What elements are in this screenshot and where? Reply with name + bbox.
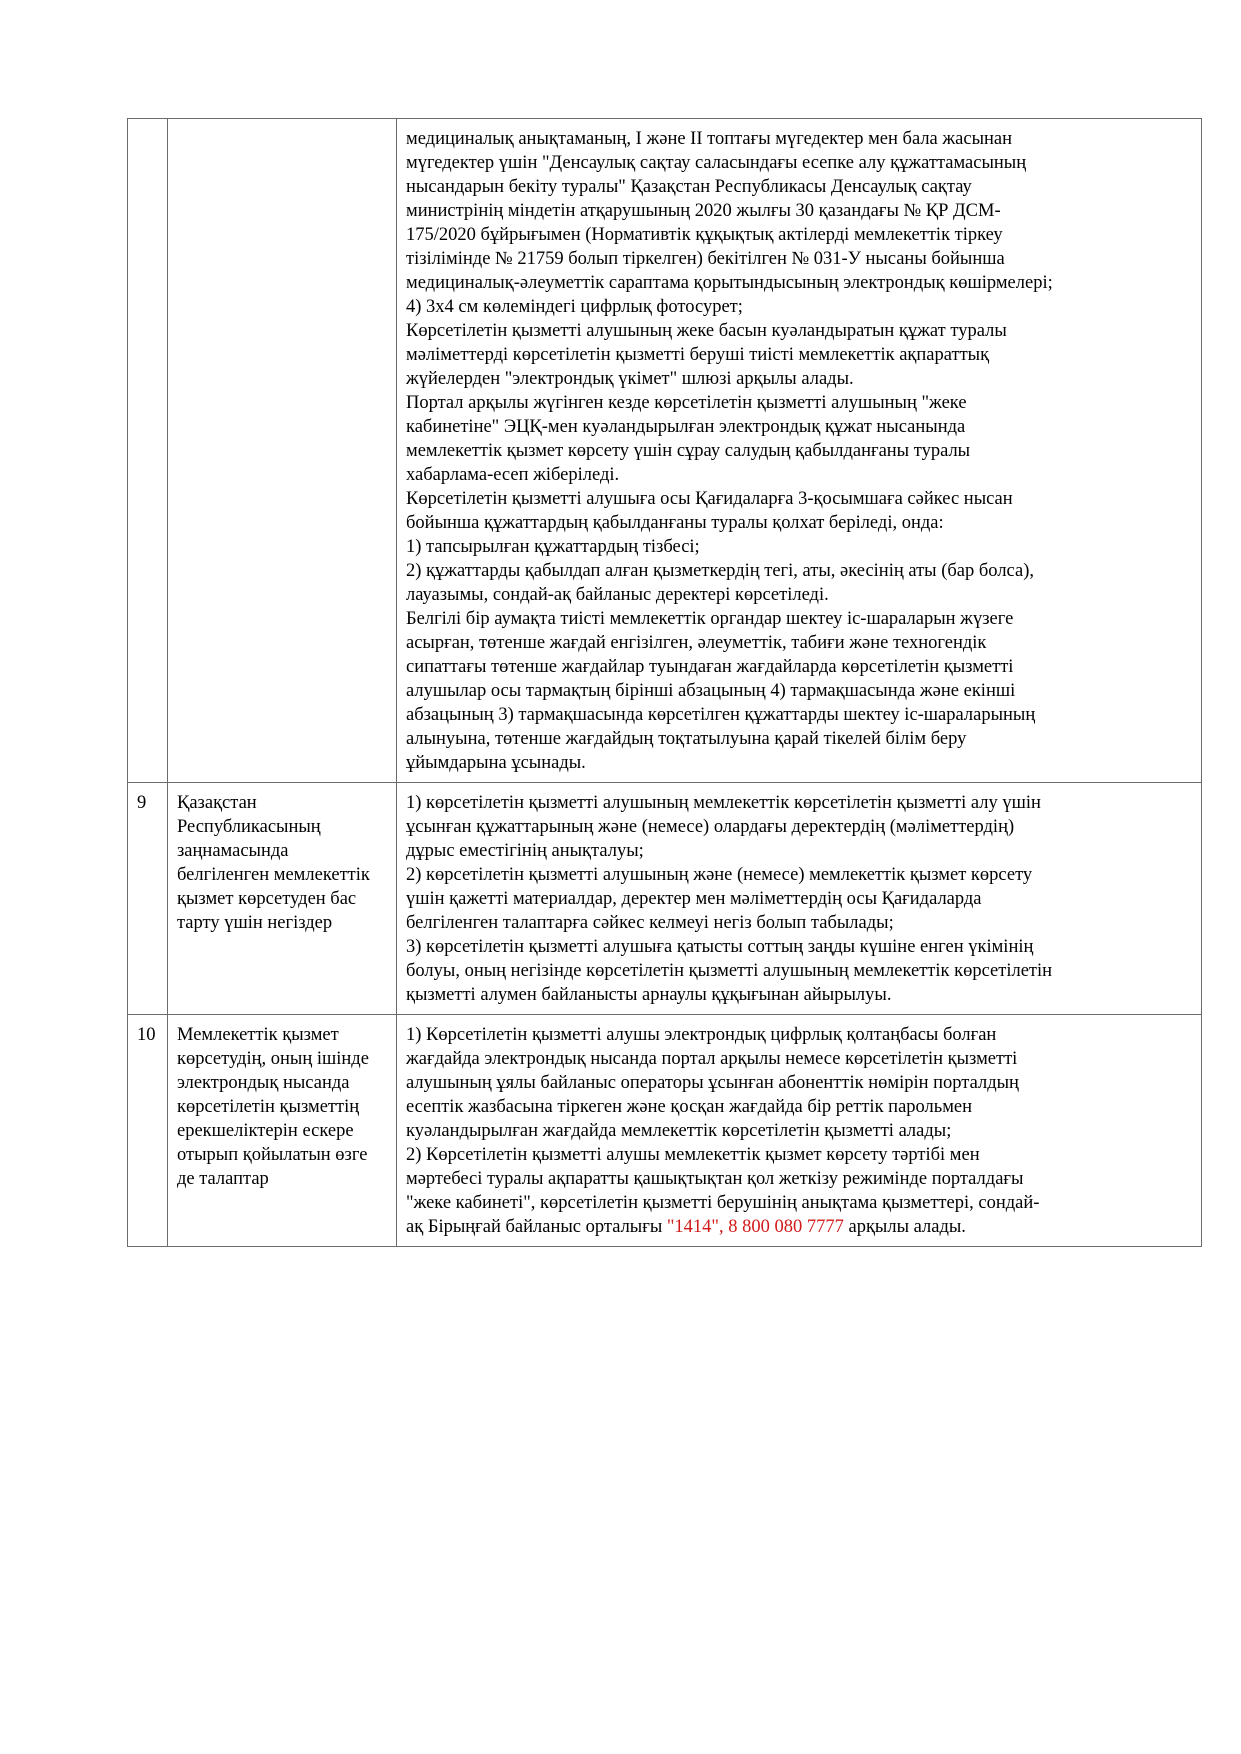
body-text-line: мәліметтерді көрсетілетін қызметті беруші тиісті мемлекеттік ақпараттық — [406, 345, 990, 365]
body-text-line: Белгілі бір аумақта тиісті мемлекеттік органдар шектеу іс-шараларын жүзеге — [406, 609, 1014, 629]
title-text-line: көрсетілетін қызметтің — [177, 1097, 360, 1117]
body-text-line: алынуына, төтенше жағдайдың тоқтатылуына қарай тікелей білім беру — [406, 729, 967, 749]
body-text-line: 2) құжаттарды қабылдап алған қызметкердің тегі, аты, әкесінің аты (бар болса), — [406, 561, 1034, 581]
body-text-line: медициналық-әлеуметтік сараптама қорытындысының электрондық көшірмелері; — [406, 273, 1053, 293]
body-text-line: лауазымы, сондай-ақ байланыс деректері көрсетіледі. — [406, 585, 829, 605]
body-text-line: хабарлама-есеп жіберіледі. — [406, 465, 620, 485]
requirements-table — [127, 118, 1202, 1247]
body-text-line: 2) Көрсетілетін қызметті алушы мемлекеттік қызмет көрсету тәртібі мен — [406, 1145, 980, 1165]
body-text-line: ұсынған құжаттарының және (немесе) олардағы деректердің (мәліметтердің) — [406, 817, 1015, 837]
body-text-line: ұйымдарына ұсынады. — [406, 753, 586, 773]
row-body-cell — [397, 783, 1202, 1015]
body-text-line: үшін қажетті материалдар, деректер мен мәліметтердің осы Қағидаларда — [406, 889, 982, 909]
table-row-continuation — [128, 119, 1202, 783]
body-text-line: абзацының 3) тармақшасында көрсетілген құжаттарды шектеу іс-шараларының — [406, 705, 1036, 725]
body-text-line: мәртебесі туралы ақпаратты қашықтықтан қол жеткізу режимінде порталдағы — [406, 1169, 1024, 1189]
title-text-line: қызмет көрсетуден бас — [177, 889, 357, 909]
body-text-line: болуы, оның негізінде көрсетілетін қызметті алушының мемлекеттік көрсетілетін — [406, 961, 1053, 981]
body-text-line: 3) көрсетілетін қызметті алушыға қатысты соттың заңды күшіне енген үкімінің — [406, 937, 1034, 957]
body-text-line: сипаттағы төтенше жағдайлар туындаған жағдайларда көрсетілетін қызметті — [406, 657, 1014, 677]
body-text-line: 1) Көрсетілетін қызметті алушы электрондық цифрлық қолтаңбасы болған — [406, 1025, 997, 1045]
body-text-line: Портал арқылы жүгінген кезде көрсетілетін қызметті алушының "жеке — [406, 393, 967, 413]
contact-center-phone: "1414", 8 800 080 7777 — [666, 1217, 844, 1237]
title-text-line: тарту үшін негіздер — [177, 913, 333, 933]
body-text-line: мемлекеттік қызмет көрсету үшін сұрау салудың қабылданғаны туралы — [406, 441, 971, 461]
title-text-line: электрондық нысанда — [177, 1073, 350, 1093]
body-text-line: куәландырылған жағдайда мемлекеттік көрсетілетін қызметті алады; — [406, 1121, 952, 1141]
body-text-line: есептік жазбасына тіркеген және қосқан жағдайда бір реттік парольмен — [406, 1097, 973, 1117]
body-text-line: 1) көрсетілетін қызметті алушының мемлекеттік көрсетілетін қызметті алу үшін — [406, 793, 1041, 813]
table-row-9 — [128, 783, 1202, 1015]
body-text-line: Көрсетілетін қызметті алушыға осы Қағидаларға 3-қосымшаға сәйкес нысан — [406, 489, 1013, 509]
body-text-line: министрінің міндетін атқарушының 2020 жылғы 30 қазандағы № ҚР ДСМ- — [406, 201, 1001, 221]
body-text-line: Көрсетілетін қызметті алушының жеке басын куәландыратын құжат туралы — [406, 321, 1007, 341]
contact-line: ақ Бірыңғай байланыс орталығы "1414", 8 800 080 7777 арқылы алады. — [406, 1217, 966, 1237]
body-text-line: алушылар осы тармақтың бірінші абзацының 4) тармақшасында және екінші — [406, 681, 1016, 701]
title-text-line: Мемлекеттік қызмет — [177, 1025, 339, 1045]
body-text-line: бойынша құжаттардың қабылданғаны туралы қолхат беріледі, онда: — [406, 513, 944, 533]
body-text-line: дұрыс еместігінің анықталуы; — [406, 841, 644, 861]
title-text-line: заңнамасында — [177, 841, 289, 861]
row-number-cell — [128, 119, 168, 783]
row-body-cell — [397, 1015, 1202, 1247]
title-text-line: көрсетудің, оның ішінде — [177, 1049, 369, 1069]
body-text-line: тізілімінде № 21759 болып тіркелген) бекітілген № 031-У нысаны бойынша — [406, 249, 1005, 269]
row-body-cell — [397, 119, 1202, 783]
title-text-line: ерекшеліктерін ескере — [177, 1121, 354, 1141]
body-text-line: алушының ұялы байланыс операторы ұсынған абоненттік нөмірін порталдың — [406, 1073, 1019, 1093]
row-title-cell — [168, 119, 397, 783]
row-title-cell — [168, 783, 397, 1015]
body-text-line: 175/2020 бұйрығымен (Нормативтік құқықтық актілерді мемлекеттік тіркеу — [406, 225, 1003, 245]
table-row-10 — [128, 1015, 1202, 1247]
title-text-line: Республикасының — [177, 817, 321, 837]
body-text-line: 1) тапсырылған құжаттардың тізбесі; — [406, 537, 700, 557]
title-text-line: де талаптар — [177, 1169, 269, 1189]
body-text-line: 2) көрсетілетін қызметті алушының және (немесе) мемлекеттік қызмет көрсету — [406, 865, 1033, 885]
title-text-line: отырып қойылатын өзге — [177, 1145, 368, 1165]
title-text-line: Қазақстан — [177, 793, 257, 813]
body-text-line: медициналық анықтаманың, I және II топтағы мүгедектер мен бала жасынан — [406, 129, 1013, 149]
body-text-line: қызметті алумен байланысты арнаулы құқығынан айырылуы. — [406, 985, 892, 1005]
body-text-line: жағдайда электрондық нысанда портал арқылы немесе көрсетілетін қызметті — [406, 1049, 1018, 1069]
body-text-line: мүгедектер үшін "Денсаулық сақтау саласындағы есепке алу құжаттамасының — [406, 153, 1027, 173]
body-text-line: нысандарын бекіту туралы" Қазақстан Республикасы Денсаулық сақтау — [406, 177, 972, 197]
row-number-cell: 9 — [128, 783, 168, 1015]
row-title-cell — [168, 1015, 397, 1247]
body-text-line: жүйелерден "электрондық үкімет" шлюзі арқылы алады. — [406, 369, 854, 389]
body-text-line: "жеке кабинеті", көрсетілетін қызметті берушінің анықтама қызметтері, сондай- — [406, 1193, 1040, 1213]
title-text-line: белгіленген мемлекеттік — [177, 865, 370, 885]
body-text-line: белгіленген талаптарға сәйкес келмеуі негіз болып табылады; — [406, 913, 894, 933]
body-text-line: 4) 3х4 см көлеміндегі цифрлық фотосурет; — [406, 297, 743, 317]
body-text-line: асырған, төтенше жағдай енгізілген, әлеуметтік, табиғи және техногендік — [406, 633, 987, 653]
row-number-cell: 10 — [128, 1015, 168, 1247]
body-text-line: кабинетіне" ЭЦҚ-мен куәландырылған электрондық құжат нысанында — [406, 417, 966, 437]
